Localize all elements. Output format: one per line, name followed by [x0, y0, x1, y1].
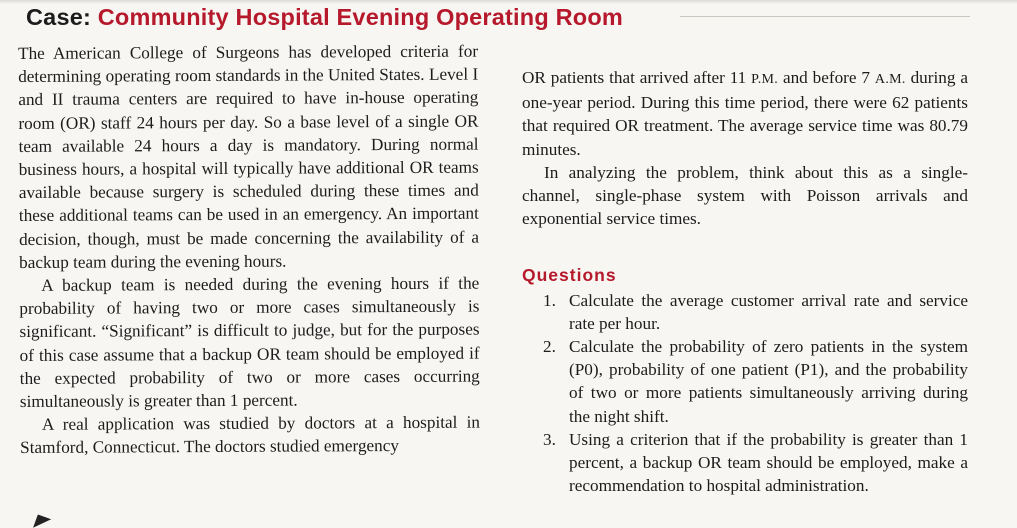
questions-list — [522, 289, 968, 498]
paragraph-backup-team: A backup team is needed during the evening hours if the probability of having two or more cases simultaneously is significant. “Significant” is difficult to judge, but for the purposes of this case assume that a backup OR team should be employed if the expected probability of two or more cases occurring simultaneously is greater than 1 percent. — [19, 273, 480, 412]
question-item — [522, 428, 968, 498]
paragraph-criteria: The American College of Surgeons has developed criteria for determining operating room standards in the United States. Level I and II trauma centers are required to have in-house operating room (OR) staff 24 hours per day. So a base level of a single OR team available 24 hours a day is mandatory. During normal business hours, a hospital will typically have additional OR teams available because surgery is scheduled during these times and these additional teams can be used in an emergency. An important decision, though, must be made concerning the availability of a backup team during the evening hours. — [18, 41, 480, 272]
question-item — [522, 335, 968, 428]
paragraph-study-details — [522, 66, 968, 161]
time-pm: P.M. — [751, 72, 779, 87]
case-title — [26, 4, 623, 31]
question-number: 2. — [543, 337, 556, 357]
question-item — [522, 289, 968, 335]
title-rule — [680, 16, 970, 17]
questions-heading: Questions — [522, 265, 617, 286]
question-text: Calculate the average customer arrival rate and service rate per hour. — [569, 290, 968, 333]
left-column — [18, 40, 480, 460]
time-am: A.M. — [874, 72, 906, 87]
question-number: 3. — [543, 429, 556, 449]
case-title-prefix: Case: — [26, 4, 92, 30]
study-text-2: and before 7 — [778, 68, 875, 87]
case-title-name: Community Hospital Evening Operating Room — [97, 4, 623, 30]
question-text: Calculate the probability of zero patients in the system (P0), probability of one patient (P1), and the probability of two or more patients simultaneously arriving during the night shift. — [569, 337, 968, 426]
page-corner-mark — [29, 510, 51, 528]
study-text-1: OR patients that arrived after 11 — [522, 68, 752, 87]
paragraph-stamford-study: A real application was studied by doctors at a hospital in Stamford, Connecticut. The doctors studied emergency — [20, 412, 481, 458]
study-text-3: during a one-year period. During this time period, there were 62 patients that required OR treatment. The average service time was 80.79 minutes. — [522, 68, 968, 159]
right-column — [522, 66, 968, 497]
question-number: 1. — [543, 290, 556, 310]
question-text: Using a criterion that if the probability is greater than 1 percent, a backup OR team should be employed, make a recommendation to hospital administration. — [569, 429, 968, 496]
paragraph-analysis-hint: In analyzing the problem, think about this as a single-channel, single-phase system with Poisson arrivals and exponential service times. — [522, 162, 968, 229]
